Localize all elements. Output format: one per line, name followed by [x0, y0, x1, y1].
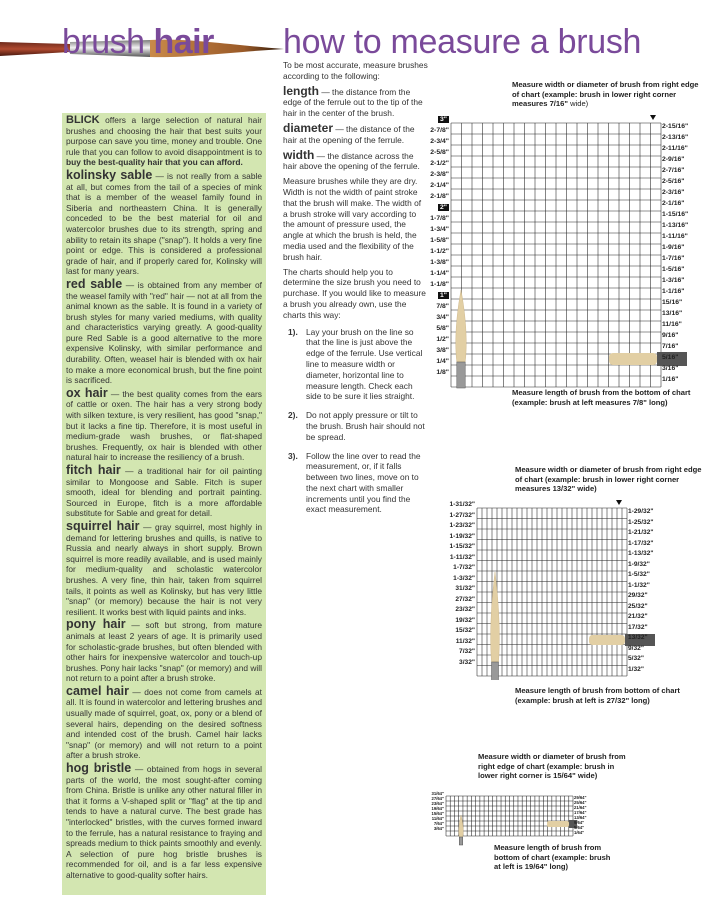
left-scale-label — [421, 618, 475, 625]
chart2-bottom-caption: Measure length of brush from bottom of chart (example: brush at left is 27/32" long) — [515, 686, 680, 705]
left-scale-text: 1-19/32" — [449, 532, 475, 540]
left-scale-text: 7/32" — [459, 648, 475, 656]
right-scale-label: 25/32" — [628, 602, 648, 610]
hair-term: ox hair — [66, 385, 108, 400]
left-scale-text: 3" — [439, 115, 447, 123]
left-scale-label — [421, 586, 475, 593]
left-scale-text: 1-11/32" — [449, 553, 475, 561]
left-scale-label — [421, 282, 449, 289]
title-part-1: brush — [62, 23, 154, 61]
left-scale-text: 2-3/4" — [430, 137, 449, 145]
right-scale-label: 1-7/16" — [662, 255, 685, 263]
left-scale-text: 1-7/32" — [453, 564, 475, 572]
chart1-top-caption — [512, 80, 702, 109]
left-scale-label — [421, 649, 475, 656]
left-scale-text: 19/32" — [455, 616, 475, 624]
hair-entry — [66, 167, 263, 277]
right-scale-label: 21/64" — [574, 804, 587, 810]
hair-term: fitch hair — [66, 463, 121, 477]
chart3-top-caption: Measure width or diameter of brush from right edge of chart (example: brush in lower right corner is 15/64" wide) — [478, 752, 626, 781]
left-scale-label — [421, 161, 449, 168]
hair-entry — [66, 276, 262, 386]
left-scale-text: 23/64" — [431, 801, 444, 807]
right-scale-label: 13/32" — [628, 634, 648, 642]
right-scale-label: 1-3/16" — [662, 277, 685, 285]
left-scale-label — [421, 326, 449, 333]
right-scale-label: 11/16" — [662, 321, 682, 329]
right-scale-label: 13/64" — [574, 814, 587, 820]
intro-emphasis: buy the best-quality hair that you can afford. — [66, 157, 243, 168]
example-brush-vertical — [459, 815, 463, 845]
right-scale-label: 1-1/32" — [628, 581, 650, 589]
left-scale-text: 7/64" — [433, 821, 444, 827]
right-scale-label: 2-11/16" — [662, 145, 688, 153]
hair-entry — [66, 518, 263, 617]
left-scale-label — [421, 271, 449, 278]
left-scale-text: 27/64" — [431, 796, 444, 802]
left-scale-label — [421, 827, 444, 831]
example-brush-horizontal — [547, 820, 577, 828]
right-scale-label: 15/16" — [662, 299, 683, 307]
page-title-measure: how to measure a brush — [283, 23, 642, 61]
example-brush-vertical — [456, 290, 466, 388]
definition — [283, 120, 428, 146]
right-scale-label: 1-5/16" — [662, 266, 685, 274]
left-scale-label — [421, 128, 449, 135]
left-scale-text: 1-3/32" — [453, 574, 475, 582]
right-scale-label: 1-5/32" — [628, 571, 650, 579]
left-scale-text: 1-23/32" — [449, 522, 475, 530]
right-scale-label: 21/32" — [628, 613, 648, 621]
right-scale-label: 17/64" — [574, 809, 587, 815]
definition-text: — the distance of the hair at the opening of the ferrule. — [283, 123, 415, 145]
brand-name: BLICK — [66, 114, 100, 126]
hair-term: pony hair — [66, 617, 126, 632]
chart1-top-caption-tail: wide) — [567, 99, 589, 109]
hair-text: — obtained from hogs in several parts of the world, the most sought-after coming from China. Bristle is unlike any other natural filler in that it forms a V-shaped split or "flag" at the tip and tends to have a natural curve. The best grade has "interlocked" bristles, with the curves formed inward to the ferrule, has a natural resistance to fraying and spreads medium to thick paints smoothly and evenly. A selection of pure hog bristle brushes is recommended for oil, and is a far less expensive alternative to good-quality softer hairs. — [66, 764, 262, 880]
left-scale-label — [421, 555, 475, 562]
right-scale-label: 25/64" — [574, 799, 587, 805]
left-scale-text: 1-31/32" — [449, 501, 475, 509]
measure-instructions — [283, 60, 428, 523]
left-scale-label — [421, 639, 475, 646]
hair-text: — gray squirrel, most highly in demand for lettering brushes and quills, is native to Russia and nearly always in short supply. Brown squirrel is more readily available, and is used mainly for medium-quality and scholastic watercolor brushes. A very fine, thin hair, taken from squirrel tails, it points as well as Kolinsky, but has very little "snap" (or memory) because the hair is not very resilient. It works best with liquid paints and inks. — [66, 521, 263, 617]
hair-types-sidebar — [62, 113, 266, 895]
left-scale-label — [421, 660, 475, 667]
right-scale-label: 1-13/16" — [662, 222, 689, 230]
right-scale-label: 5/32" — [628, 655, 644, 663]
right-scale-label: 2-5/16" — [662, 178, 685, 186]
right-scale-label: 29/32" — [628, 592, 648, 600]
right-scale-label: 1/16" — [662, 376, 679, 384]
step-text: Follow the line over to read the measurement, or, if it falls between two lines, move on to the next chart with smaller increments until you find the exact measurement. — [306, 450, 421, 515]
right-scale-label: 5/64" — [574, 824, 585, 830]
left-scale-text: 3/32" — [459, 658, 475, 666]
right-scale-label: 9/32" — [628, 644, 644, 652]
right-scale-label: 1-17/32" — [628, 539, 654, 547]
intro-text: offers a large selection of natural hair brushes and choosing the hair that best suits your purpose can save you time, money and trouble. One rule that you can follow to avoid disappointment is to — [66, 115, 262, 157]
left-scale-label — [421, 216, 449, 223]
left-scale-text: 1-27/32" — [449, 511, 475, 519]
hair-entry — [66, 763, 262, 881]
right-scale-label: 1-25/32" — [628, 518, 654, 526]
left-scale-label — [421, 337, 449, 344]
left-scale-text: 31/64" — [431, 791, 444, 797]
right-scale-label: 1-9/16" — [662, 244, 685, 252]
left-scale-text: 1-15/32" — [449, 543, 475, 551]
left-scale-text: 5/8" — [436, 324, 449, 332]
hair-term: kolinsky sable — [66, 167, 153, 182]
right-scale-label: 1-29/32" — [628, 508, 654, 516]
left-scale-text: 15/64" — [431, 811, 444, 817]
left-scale-text: 1-1/2" — [430, 247, 449, 255]
right-scale-label: 1/32" — [628, 665, 644, 673]
left-scale-label — [421, 502, 475, 509]
left-scale-text: 2-7/8" — [430, 126, 449, 134]
measure-intro: To be most accurate, measure brushes according to the following: — [283, 60, 428, 81]
left-scale-text: 1/4" — [436, 357, 449, 365]
definition — [283, 83, 428, 119]
right-scale-label: 1-21/32" — [628, 529, 654, 537]
step-item — [283, 410, 428, 442]
left-scale-label — [421, 293, 449, 300]
right-scale-label: 2-15/16" — [662, 123, 689, 131]
left-scale-text: 1-1/8" — [430, 280, 449, 288]
left-scale-text: 7/8" — [436, 302, 449, 310]
hair-text: — a traditional hair for oil painting similar to Mongoose and Sable. Fitch is super smooth, ideal for blending and portrait painting. Sourced in Europe, fitch is a more affordable substitute for Sable and great for detail. — [66, 466, 262, 519]
left-scale-text: 1/2" — [436, 335, 449, 343]
right-scale-label: 2-7/16" — [662, 167, 685, 175]
hair-text: — the best quality comes from the ears of cattle or oxen. The hair has a very strong body with silken texture, is very resilient, has good "snap," but it lacks a fine tip. Therefore, it is most useful in medium-grade wash brushes, or flat-shaped brushes. Frequently, ox hair is blended with other natural hair to increase the resiliency of a brush. — [66, 388, 262, 463]
chart3-bottom-caption: Measure length of brush from bottom of chart (example: brush at left is 19/64" long) — [494, 843, 611, 872]
left-scale-label — [421, 544, 475, 551]
hair-text: — is not really from a sable at all, but comes from the tail of a species of mink that is a member of the weasel family found in Siberia and northeastern China. It is generally conceded to be the best material for oil and watercolor brushes due to its strength, spring and ability to retain its shape ("snap"). It holds a very fine point or edge. This is considered a professional grade of hair, and if properly cared for, Kolinsky will last for many years. — [66, 170, 263, 277]
left-scale-label — [421, 117, 449, 124]
left-scale-text: 3/4" — [436, 313, 449, 321]
page-title-brush-hair — [62, 22, 214, 62]
left-scale-label — [421, 249, 449, 256]
left-scale-text: 31/32" — [455, 585, 475, 593]
arrow-down-icon — [650, 115, 656, 120]
right-scale-label: 3/16" — [662, 365, 679, 373]
right-scale-label: 2-13/16" — [662, 134, 689, 142]
definition-text: — the distance across the hair above the opening of the ferrule. — [283, 150, 420, 172]
step-text: Do not apply pressure or tilt to the brush. Brush hair should not be spread. — [306, 410, 425, 442]
left-scale-text: 1-7/8" — [430, 214, 449, 222]
step-text: Lay your brush on the line so that the line is just above the edge of the ferrule. Use vertical line to measure width or diameter, horizontal line to measure length. Check each side to be sure it lies straight. — [306, 326, 423, 402]
steps-list — [283, 327, 428, 516]
left-scale-text: 2" — [439, 203, 447, 211]
left-scale-label — [421, 150, 449, 157]
hair-entry — [66, 683, 262, 761]
left-scale-text: 3/8" — [436, 346, 449, 354]
left-scale-label — [421, 359, 449, 366]
right-scale-label: 1-15/16" — [662, 211, 689, 219]
right-scale-label: 9/64" — [574, 819, 585, 825]
right-scale-label: 2-1/16" — [662, 200, 685, 208]
left-scale-text: 2-3/8" — [430, 170, 449, 178]
left-scale-text: 23/32" — [455, 606, 475, 614]
definition-term: length — [283, 83, 319, 98]
chart3-grid — [421, 793, 621, 848]
right-scale-label: 5/16" — [662, 354, 679, 362]
left-scale-text: 2-1/8" — [430, 192, 449, 200]
sidebar-intro — [66, 115, 262, 168]
measuring-chart-1 — [421, 115, 704, 410]
left-scale-label — [421, 576, 475, 583]
left-scale-text: 2-5/8" — [430, 148, 449, 156]
left-scale-label — [421, 534, 475, 541]
left-scale-text: 1-1/4" — [430, 269, 449, 277]
hair-text: — soft but strong, from mature animals at least 2 years of age. It is primarily used for scholastic-grade brushes, but often blended with other hairs for inexpensive watercolor and touch-up brushes. Pony hair lacks "snap" (or memory) and will not return to a point after a brush stroke. — [66, 620, 262, 684]
chart1-top-caption-main: Measure width or diameter of brush from right edge of chart (example: brush in lower right corner measures 7/16" — [512, 80, 699, 109]
chart2-top-caption: Measure width or diameter of brush from right edge of chart (example: brush in lower right corner measures 13/32" wide) — [515, 465, 702, 494]
hair-term: camel hair — [66, 683, 129, 698]
right-scale-label: 2-9/16" — [662, 156, 685, 164]
left-scale-text: 1-5/8" — [430, 236, 449, 244]
left-scale-label — [421, 597, 475, 604]
left-scale-label — [421, 607, 475, 614]
measuring-chart-2 — [421, 500, 704, 680]
right-scale-label: 1-1/16" — [662, 288, 685, 296]
left-scale-label — [421, 628, 475, 635]
left-scale-label — [421, 227, 449, 234]
left-scale-label — [421, 348, 449, 355]
left-scale-text: 2-1/2" — [430, 159, 449, 167]
left-scale-text: 2-1/4" — [430, 181, 449, 189]
right-scale-label: 17/32" — [628, 623, 648, 631]
hair-entry — [66, 465, 262, 519]
step-number: 3). — [288, 450, 298, 461]
right-scale-label: 1-11/16" — [662, 233, 688, 241]
left-scale-label — [421, 238, 449, 245]
definition-term: width — [283, 147, 315, 162]
hair-text: — is obtained from any member of the weasel family with "red" hair — not at all from the animal known as the sable. It is found in a variety of brush styles for many varied mediums, with quality and characteristics varying greatly. A good-quality pure Red Sable is a good alternative to the more expensive Kolinsky, with similar performance and durability. Often, weasel hair is blended with ox hair to make a more economical brush, but the fine point is sacrificed. — [66, 279, 262, 386]
hair-text: — does not come from camels at all. It is found in watercolor and lettering brushes and usually made of squirrel, goat, ox, pony or a blend of several hairs, depending on the desired softness and intended cost of the brush. Camel hair lacks "snap" (or memory) and will not return to a point after a brush stroke. — [66, 686, 262, 761]
left-scale-text: 15/32" — [455, 627, 475, 635]
left-scale-label — [421, 523, 475, 530]
left-scale-text: 1/8" — [436, 368, 449, 376]
left-scale-text: 19/64" — [431, 806, 444, 812]
hair-entry — [66, 619, 262, 684]
hair-term: squirrel hair — [66, 518, 140, 533]
hair-entry — [66, 385, 262, 463]
left-scale-label — [421, 565, 475, 572]
step-item — [283, 327, 428, 403]
left-scale-text: 27/32" — [455, 595, 475, 603]
step-number: 1). — [288, 326, 298, 337]
measure-para-1: Measure brushes while they are dry. Width is not the width of paint stroke that the brush will make. The width of a brush stroke will vary according to the amount of pressure used, the angle at which the brush is held, the media used and the flexibility of the brush hair. — [283, 176, 422, 262]
right-scale-label: 1-13/32" — [628, 550, 654, 558]
definition — [283, 147, 428, 173]
chart1-bottom-caption: Measure length of brush from the bottom of chart (example: brush at left measures 7/8" long) — [512, 388, 691, 407]
left-scale-label — [421, 194, 449, 201]
left-scale-label — [421, 183, 449, 190]
right-scale-label: 1-9/32" — [628, 560, 650, 568]
step-item — [283, 451, 428, 516]
step-number: 2). — [288, 410, 298, 421]
hair-term: hog bristle — [66, 761, 132, 776]
left-scale-label — [421, 370, 449, 377]
left-scale-text: 11/32" — [455, 637, 475, 645]
left-scale-label — [421, 260, 449, 267]
right-scale-label: 9/16" — [662, 332, 679, 340]
left-scale-text: 1-3/4" — [430, 225, 449, 233]
left-scale-label — [421, 304, 449, 311]
right-scale-label: 7/16" — [662, 343, 679, 351]
left-scale-text: 1" — [439, 291, 447, 299]
left-scale-label — [421, 205, 449, 212]
definition-term: diameter — [283, 120, 334, 135]
left-scale-text: 3/64" — [433, 826, 444, 832]
definition-text: — the distance from the edge of the ferrule out to the tip of the hair in the center of the brush. — [283, 86, 423, 119]
left-scale-text: 1-3/8" — [430, 258, 449, 266]
left-scale-label — [421, 315, 449, 322]
right-scale-label: 29/64" — [574, 794, 587, 800]
right-scale-label: 1/64" — [574, 829, 585, 835]
right-scale-label: 2-3/16" — [662, 189, 685, 197]
hair-term: red sable — [66, 276, 123, 291]
measuring-chart-3 — [421, 793, 621, 848]
left-scale-label — [421, 139, 449, 146]
left-scale-label — [421, 513, 475, 520]
left-scale-label — [421, 172, 449, 179]
left-scale-text: 11/64" — [431, 816, 444, 822]
title-part-2: hair — [153, 23, 214, 61]
measure-para-2: The charts should help you to determine the size brush you need to purchase. If you would like to measure a brush you already own, use the charts this way: — [283, 266, 426, 320]
arrow-down-icon — [616, 500, 622, 505]
right-scale-label: 13/16" — [662, 310, 683, 318]
